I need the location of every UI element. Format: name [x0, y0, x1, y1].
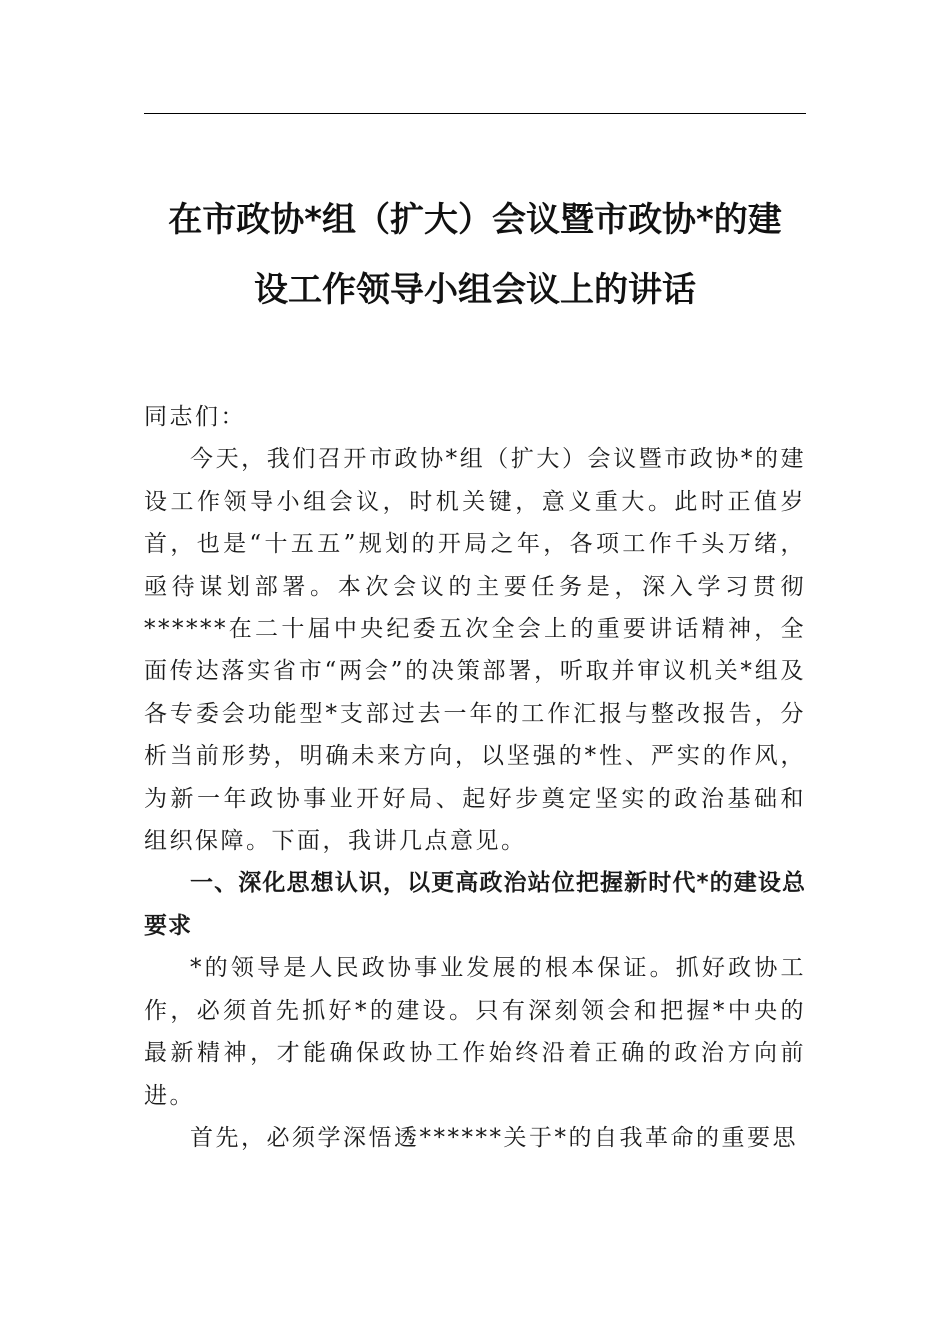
document-body [144, 396, 806, 1159]
paragraph-section-1: *的领导是人民政协事业发展的根本保证。抓好政协工作，必须首先抓好*的建设。只有深刻领会和把握*中央的最新精神，才能确保政协工作始终沿着正确的政治方向前进。 [144, 955, 806, 1109]
paragraph-first-point: 首先，必须学深悟透******关于*的自我革命的重要思 [190, 1124, 798, 1151]
section-heading-1: 一、深化思想认识，以更高政治站位把握新时代*的建设总要求 [144, 870, 806, 939]
header-rule [144, 113, 806, 114]
salutation: 同志们： [144, 404, 246, 430]
document-title-line-1: 在市政协*组（扩大）会议暨市政协*的建 [168, 200, 782, 240]
paragraph-opening: 今天，我们召开市政协*组（扩大）会议暨市政协*的建设工作领导小组会议，时机关键，意义重大。此时正值岁首，也是“十五五”规划的开局之年，各项工作千头万绪，亟待谋划部署。本次会议的主要任务是，深入学习贯彻******在二十届中央纪委五次全会上的重要讲话精神，全面传达落实省市“两会”的决策部署，听取并审议机关*组及各专委会功能型*支部过去一年的工作汇报与整改报告，分析当前形势，明确未来方向，以坚强的*性、严实的作风，为新一年政协事业开好局、起好步奠定坚实的政治基础和组织保障。下面，我讲几点意见。 [144, 446, 806, 855]
document-title-line-2: 设工作领导小组会议上的讲话 [254, 270, 696, 310]
